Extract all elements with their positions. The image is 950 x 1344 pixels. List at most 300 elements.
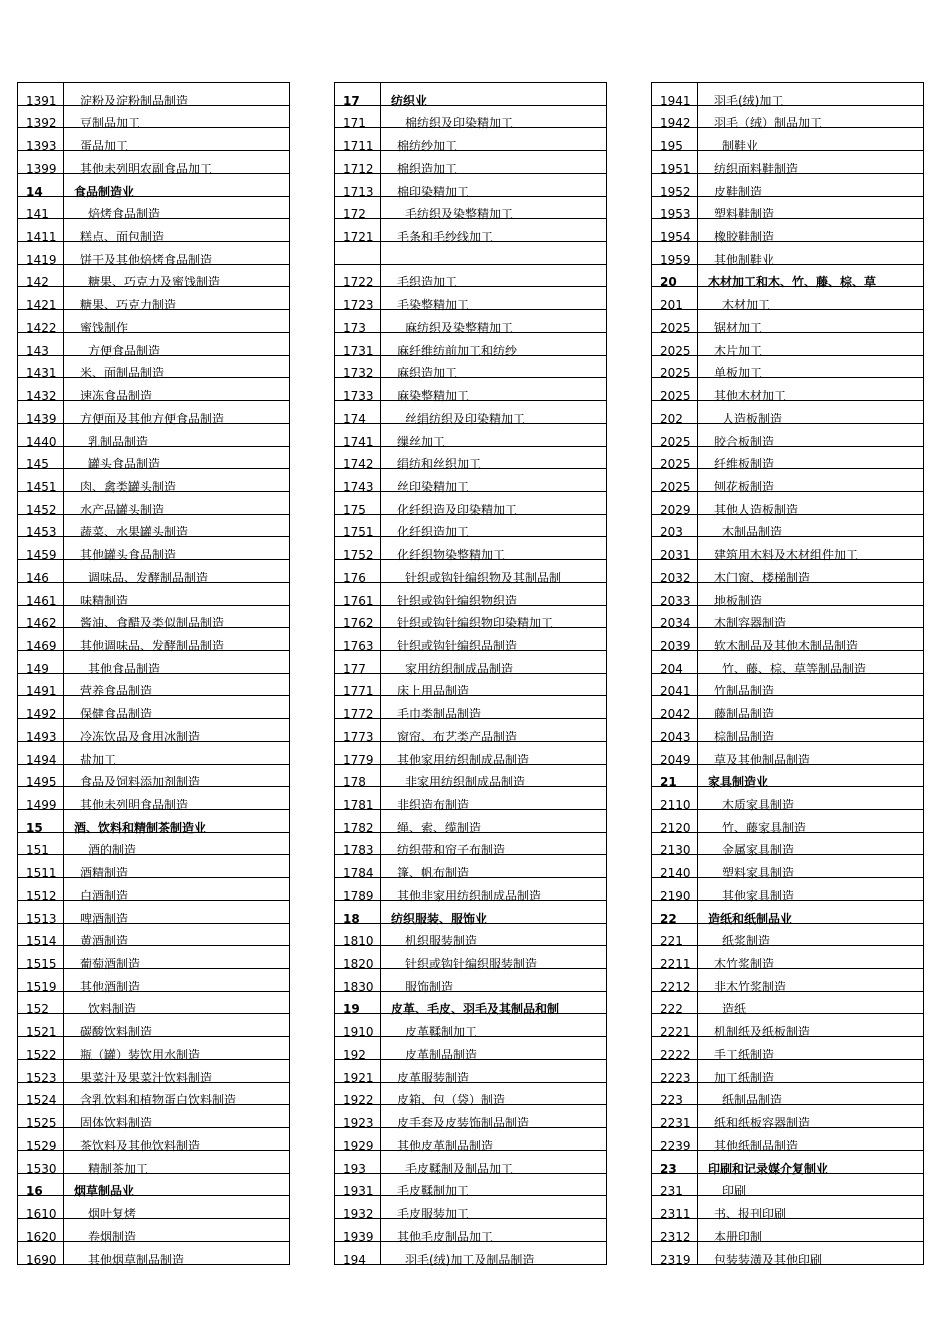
industry-code: 1830: [343, 979, 374, 994]
industry-code: 1763: [343, 638, 374, 653]
table-row: [18, 901, 289, 924]
cell-divider: [697, 696, 698, 718]
cell-divider: [380, 946, 381, 968]
industry-code: 2130: [660, 843, 691, 858]
table-row: [335, 651, 606, 674]
cell-divider: [380, 378, 381, 400]
industry-code: 2043: [660, 729, 691, 744]
table-row: [335, 378, 606, 404]
cell-divider: [380, 537, 381, 559]
industry-name: 纤维板制造: [714, 457, 775, 472]
cell-divider: [697, 583, 698, 605]
industry-code: 1733: [343, 389, 374, 404]
table-row: [335, 106, 606, 129]
table-row: [335, 401, 606, 424]
table-row: [652, 1060, 923, 1083]
industry-code: 1512: [26, 888, 57, 903]
industry-code: 177: [343, 661, 366, 676]
cell-divider: [697, 1151, 698, 1173]
industry-code: 1784: [343, 866, 374, 881]
industry-name: 麻染整精加工: [397, 389, 470, 404]
cell-divider: [63, 855, 64, 877]
cell-divider: [63, 742, 64, 764]
cell-divider: [380, 1083, 381, 1105]
table-row: [652, 1105, 923, 1131]
cell-divider: [697, 719, 698, 741]
table-row: [18, 606, 289, 629]
table-row: [652, 1174, 923, 1197]
table-row: [18, 924, 289, 947]
industry-code: 141: [26, 207, 49, 222]
table-row: [652, 469, 923, 492]
industry-code: 2029: [660, 502, 691, 517]
cell-divider: [63, 1014, 64, 1036]
industry-name: 针织或钩针编织品制造: [397, 638, 518, 653]
industry-code: 1810: [343, 934, 374, 949]
cell-divider: [380, 1151, 381, 1173]
industry-name: 羽毛(绒)加工及制品制造: [405, 1253, 535, 1268]
industry-code: 151: [26, 843, 49, 858]
table-row: [335, 765, 606, 788]
cell-divider: [697, 765, 698, 787]
cell-divider: [63, 242, 64, 264]
cell-divider: [697, 265, 698, 287]
industry-code: 231: [660, 1184, 683, 1199]
table-row: [335, 151, 606, 174]
industry-code: 2212: [660, 979, 691, 994]
cell-divider: [697, 174, 698, 196]
table-row: [335, 333, 606, 356]
industry-code: 2190: [660, 888, 691, 903]
cell-divider: [697, 310, 698, 332]
cell-divider: [380, 583, 381, 605]
table-row: [335, 242, 606, 265]
cell-divider: [697, 447, 698, 469]
industry-code: 1952: [660, 184, 691, 199]
industry-code: 1499: [26, 798, 57, 812]
industry-name: 纺织带和帘子布制造: [397, 843, 506, 858]
industry-name: 针织或钩针编织物印染精加工: [397, 616, 554, 631]
cell-divider: [380, 174, 381, 196]
industry-name: 固体饮料制造: [80, 1116, 153, 1131]
cell-divider: [697, 1174, 698, 1196]
industry-name: 葡萄酒制造: [80, 957, 141, 972]
table-row: [335, 1083, 606, 1106]
industry-code: 1493: [26, 729, 57, 744]
industry-name: 黄酒制造: [80, 934, 129, 949]
industry-name: 木制品制造: [722, 525, 783, 540]
industry-code: 1495: [26, 775, 57, 790]
industry-name: 棉纺纱加工: [397, 139, 458, 154]
industry-name: 篷、帆布制造: [397, 866, 470, 881]
industry-name: 缫丝加工: [397, 434, 446, 449]
table-row: [335, 583, 606, 606]
cell-divider: [697, 197, 698, 219]
table-row: [652, 992, 923, 1015]
industry-code: 1712: [343, 161, 374, 176]
table-row: [18, 469, 289, 492]
table-row: [652, 810, 923, 833]
industry-name: 绢纺和丝织加工: [397, 457, 482, 472]
industry-code: 2025: [660, 457, 691, 472]
industry-code: 17: [343, 93, 360, 108]
cell-divider: [63, 515, 64, 537]
industry-code: 1731: [343, 343, 374, 358]
cell-divider: [63, 992, 64, 1014]
industry-name: 非木竹浆制造: [714, 979, 787, 994]
table-row: [335, 287, 606, 313]
industry-name: 机织服装制造: [405, 934, 478, 949]
cell-divider: [380, 333, 381, 355]
cell-divider: [380, 469, 381, 491]
industry-table-column-1: [17, 82, 290, 1268]
table-row: [18, 1151, 289, 1174]
table-row: [652, 583, 923, 606]
cell-divider: [380, 515, 381, 537]
cell-divider: [63, 674, 64, 696]
industry-code: 1820: [343, 957, 374, 972]
table-row: [18, 1196, 289, 1219]
table-section-row: [652, 765, 923, 788]
cell-divider: [697, 128, 698, 150]
industry-code: 152: [26, 1002, 49, 1017]
industry-code: 1732: [343, 366, 374, 381]
cell-divider: [697, 333, 698, 355]
cell-divider: [697, 946, 698, 968]
table-row: [652, 924, 923, 947]
industry-name: 水产品罐头制造: [80, 502, 165, 517]
industry-name: 木片加工: [714, 343, 763, 358]
table-row: [335, 356, 606, 379]
industry-name: 保健食品制造: [80, 707, 153, 722]
industry-code: 1773: [343, 729, 374, 744]
industry-code: 1610: [26, 1206, 57, 1221]
industry-name: 棕制品制造: [714, 729, 775, 744]
industry-table-column-2: [334, 82, 607, 1268]
industry-code: 1399: [26, 161, 57, 176]
industry-code: 2239: [660, 1138, 691, 1153]
cell-divider: [380, 719, 381, 741]
cell-divider: [697, 833, 698, 855]
table-row: [335, 447, 606, 470]
industry-name: 棉织造加工: [397, 161, 458, 176]
table-row: [18, 287, 289, 313]
industry-name: 木竹浆制造: [714, 957, 775, 972]
industry-name: 烟草制品业: [74, 1184, 135, 1199]
cell-divider: [380, 1196, 381, 1218]
industry-name: 食品制造业: [74, 184, 135, 199]
table-row: [18, 969, 289, 992]
industry-code: 2025: [660, 479, 691, 494]
table-row: [18, 583, 289, 606]
industry-name: 酒精制造: [80, 866, 129, 881]
industry-name: 其他调味品、发酵制品制造: [80, 638, 225, 653]
table-row: [652, 719, 923, 742]
table-row: [652, 1083, 923, 1106]
cell-divider: [63, 265, 64, 287]
cell-divider: [697, 1037, 698, 1059]
industry-name: 皮革制品制造: [405, 1047, 478, 1062]
cell-divider: [697, 242, 698, 264]
industry-name: 味精制造: [80, 593, 129, 608]
table-row: [18, 674, 289, 697]
industry-name: 羽毛（绒）制品加工: [714, 116, 823, 131]
industry-name: 其他家具制造: [722, 888, 795, 903]
table-row: [335, 1174, 606, 1197]
cell-divider: [63, 1242, 64, 1265]
table-row: [18, 946, 289, 972]
cell-divider: [380, 674, 381, 696]
cell-divider: [380, 492, 381, 514]
industry-name: 化纤织造及印染精加工: [397, 502, 518, 517]
table-row: [652, 787, 923, 810]
table-row: [18, 424, 289, 447]
table-row: [652, 1196, 923, 1219]
industry-code: 1453: [26, 525, 57, 540]
table-row: [335, 924, 606, 947]
cell-divider: [63, 833, 64, 855]
table-row: [335, 878, 606, 901]
industry-name: 麻纤维纺前加工和纺纱: [397, 343, 518, 358]
industry-code: 1743: [343, 479, 374, 494]
table-row: [18, 378, 289, 404]
cell-divider: [63, 787, 64, 809]
cell-divider: [697, 1128, 698, 1150]
industry-code: 1411: [26, 230, 57, 245]
table-row: [335, 197, 606, 220]
cell-divider: [697, 969, 698, 991]
cell-divider: [380, 1014, 381, 1036]
industry-code: 1779: [343, 752, 374, 767]
cell-divider: [380, 106, 381, 128]
industry-code: 1461: [26, 593, 57, 608]
industry-name: 蔬菜、水果罐头制造: [80, 525, 189, 540]
table-row: [335, 1105, 606, 1131]
cell-divider: [63, 356, 64, 378]
cell-divider: [697, 537, 698, 559]
table-row: [18, 83, 289, 106]
industry-code: 2025: [660, 320, 691, 335]
table-row: [18, 855, 289, 881]
cell-divider: [697, 651, 698, 673]
industry-code: 2025: [660, 434, 691, 449]
industry-code: 1741: [343, 434, 374, 449]
table-row: [18, 219, 289, 245]
table-row: [335, 810, 606, 833]
table-row: [652, 106, 923, 129]
industry-code: 2025: [660, 343, 691, 358]
industry-name: 单板加工: [714, 366, 763, 381]
industry-name: 竹制品制造: [714, 684, 775, 699]
cell-divider: [697, 924, 698, 946]
industry-table-column-3: [651, 82, 924, 1268]
cell-divider: [63, 719, 64, 741]
table-row: [652, 310, 923, 333]
table-row: [18, 401, 289, 424]
industry-name: 皮手套及皮装饰制品制造: [397, 1116, 530, 1131]
table-row: [335, 1128, 606, 1151]
industry-name: 纸浆制造: [722, 934, 771, 949]
industry-name: 非家用纺织制成品制造: [405, 775, 526, 790]
industry-code: 1742: [343, 457, 374, 472]
industry-code: 2033: [660, 593, 691, 608]
table-row: [18, 651, 289, 674]
table-row: [652, 969, 923, 992]
table-row: [335, 696, 606, 722]
industry-name: 毛条和毛纱线加工: [397, 230, 494, 245]
cell-divider: [380, 128, 381, 150]
industry-code: 2311: [660, 1206, 691, 1221]
cell-divider: [63, 810, 64, 832]
industry-code: 1751: [343, 525, 374, 540]
cell-divider: [63, 696, 64, 718]
table-section-row: [335, 83, 606, 106]
industry-name: 淀粉及淀粉制品制造: [80, 93, 189, 108]
cell-divider: [697, 106, 698, 128]
industry-name: 米、面制品制造: [80, 366, 165, 381]
industry-name: 其他家用纺织制成品制造: [397, 752, 530, 767]
industry-code: 1514: [26, 934, 57, 949]
cell-divider: [63, 83, 64, 105]
industry-code: 1932: [343, 1206, 374, 1221]
industry-name: 焙烤食品制造: [88, 207, 161, 222]
industry-code: 1440: [26, 434, 57, 449]
industry-name: 竹、藤、棕、草等制品制造: [722, 661, 867, 676]
industry-code: 1713: [343, 184, 374, 199]
industry-name: 纺织业: [391, 93, 428, 108]
table-row: [335, 469, 606, 492]
table-row: [335, 969, 606, 992]
industry-code: 14: [26, 184, 43, 199]
table-row: [652, 333, 923, 356]
industry-code: 1525: [26, 1116, 57, 1131]
cell-divider: [697, 401, 698, 423]
industry-code: 203: [660, 525, 683, 540]
industry-name: 皮革服装制造: [397, 1070, 470, 1085]
industry-code: 2223: [660, 1070, 691, 1085]
industry-name: 纺织面料鞋制造: [714, 161, 799, 176]
industry-name: 绳、索、缆制造: [397, 820, 482, 835]
industry-code: 1781: [343, 798, 374, 812]
industry-code: 2031: [660, 548, 691, 563]
industry-name: 服饰制造: [405, 979, 454, 994]
table-row: [18, 151, 289, 174]
industry-name: 竹、藤家具制造: [722, 820, 807, 835]
industry-name: 包装装潢及其他印刷: [714, 1253, 823, 1268]
industry-code: 1910: [343, 1025, 374, 1040]
table-row: [652, 242, 923, 265]
cell-divider: [63, 1128, 64, 1150]
table-row: [18, 492, 289, 515]
industry-code: 1921: [343, 1070, 374, 1085]
table-row: [18, 1037, 289, 1060]
table-row: [18, 128, 289, 154]
industry-code: 22: [660, 911, 677, 926]
cell-divider: [63, 765, 64, 787]
industry-code: 2319: [660, 1253, 691, 1268]
cell-divider: [63, 219, 64, 241]
industry-name: 糖果、巧克力及蜜饯制造: [88, 275, 221, 290]
table-row: [652, 197, 923, 220]
industry-name: 藤制品制造: [714, 707, 775, 722]
industry-name: 其他食品制造: [88, 661, 161, 676]
industry-code: 2032: [660, 570, 691, 585]
industry-code: 1513: [26, 911, 57, 926]
industry-name: 其他木材加工: [714, 389, 787, 404]
industry-name: 建筑用木料及木材组件加工: [714, 548, 859, 563]
industry-code: 1771: [343, 684, 374, 699]
industry-code: 2110: [660, 798, 691, 812]
industry-code: 146: [26, 570, 49, 585]
industry-code: 1491: [26, 684, 57, 699]
table-row: [335, 742, 606, 765]
cell-divider: [63, 287, 64, 309]
industry-name: 印刷和记录媒介复制业: [708, 1161, 829, 1176]
industry-name: 酒的制造: [88, 843, 137, 858]
cell-divider: [63, 1083, 64, 1105]
industry-name: 其他未列明食品制造: [80, 798, 189, 812]
table-row: [652, 174, 923, 197]
industry-name: 丝印染精加工: [397, 479, 470, 494]
cell-divider: [697, 151, 698, 173]
table-row: [335, 537, 606, 563]
table-row: [652, 219, 923, 245]
cell-divider: [697, 560, 698, 582]
cell-divider: [63, 583, 64, 605]
cell-divider: [697, 901, 698, 923]
cell-divider: [63, 651, 64, 673]
cell-divider: [697, 787, 698, 809]
table-row: [335, 1014, 606, 1040]
table-row: [18, 197, 289, 220]
industry-code: 1530: [26, 1161, 57, 1176]
industry-code: 2034: [660, 616, 691, 631]
industry-name: 其他烟草制品制造: [88, 1253, 185, 1268]
industry-code: 1529: [26, 1138, 57, 1153]
industry-name: 豆制品加工: [80, 116, 141, 131]
table-row: [18, 1105, 289, 1131]
industry-code: 143: [26, 343, 49, 358]
cell-divider: [380, 197, 381, 219]
industry-name: 卷烟制造: [88, 1229, 137, 1244]
industry-name: 其他人造板制造: [714, 502, 799, 517]
table-row: [18, 696, 289, 722]
industry-code: 1421: [26, 298, 57, 313]
industry-code: 195: [660, 139, 683, 154]
cell-divider: [380, 833, 381, 855]
industry-code: 1761: [343, 593, 374, 608]
cell-divider: [380, 1060, 381, 1082]
industry-code: 1782: [343, 820, 374, 835]
industry-name: 胶合板制造: [714, 434, 775, 449]
industry-name: 糖果、巧克力制造: [80, 298, 177, 313]
industry-code: 16: [26, 1184, 43, 1199]
cell-divider: [380, 287, 381, 309]
industry-code: 1519: [26, 979, 57, 994]
industry-code: 2049: [660, 752, 691, 767]
table-row: [335, 219, 606, 245]
cell-divider: [697, 492, 698, 514]
industry-name: 木质家具制造: [722, 798, 795, 812]
industry-code: 194: [343, 1253, 366, 1268]
industry-code: 2025: [660, 389, 691, 404]
industry-name: 酱油、食醋及类似制品制造: [80, 616, 225, 631]
industry-name: 造纸: [722, 1002, 747, 1017]
cell-divider: [697, 424, 698, 446]
table-row: [335, 1060, 606, 1083]
table-row: [335, 1037, 606, 1060]
cell-divider: [63, 1037, 64, 1059]
